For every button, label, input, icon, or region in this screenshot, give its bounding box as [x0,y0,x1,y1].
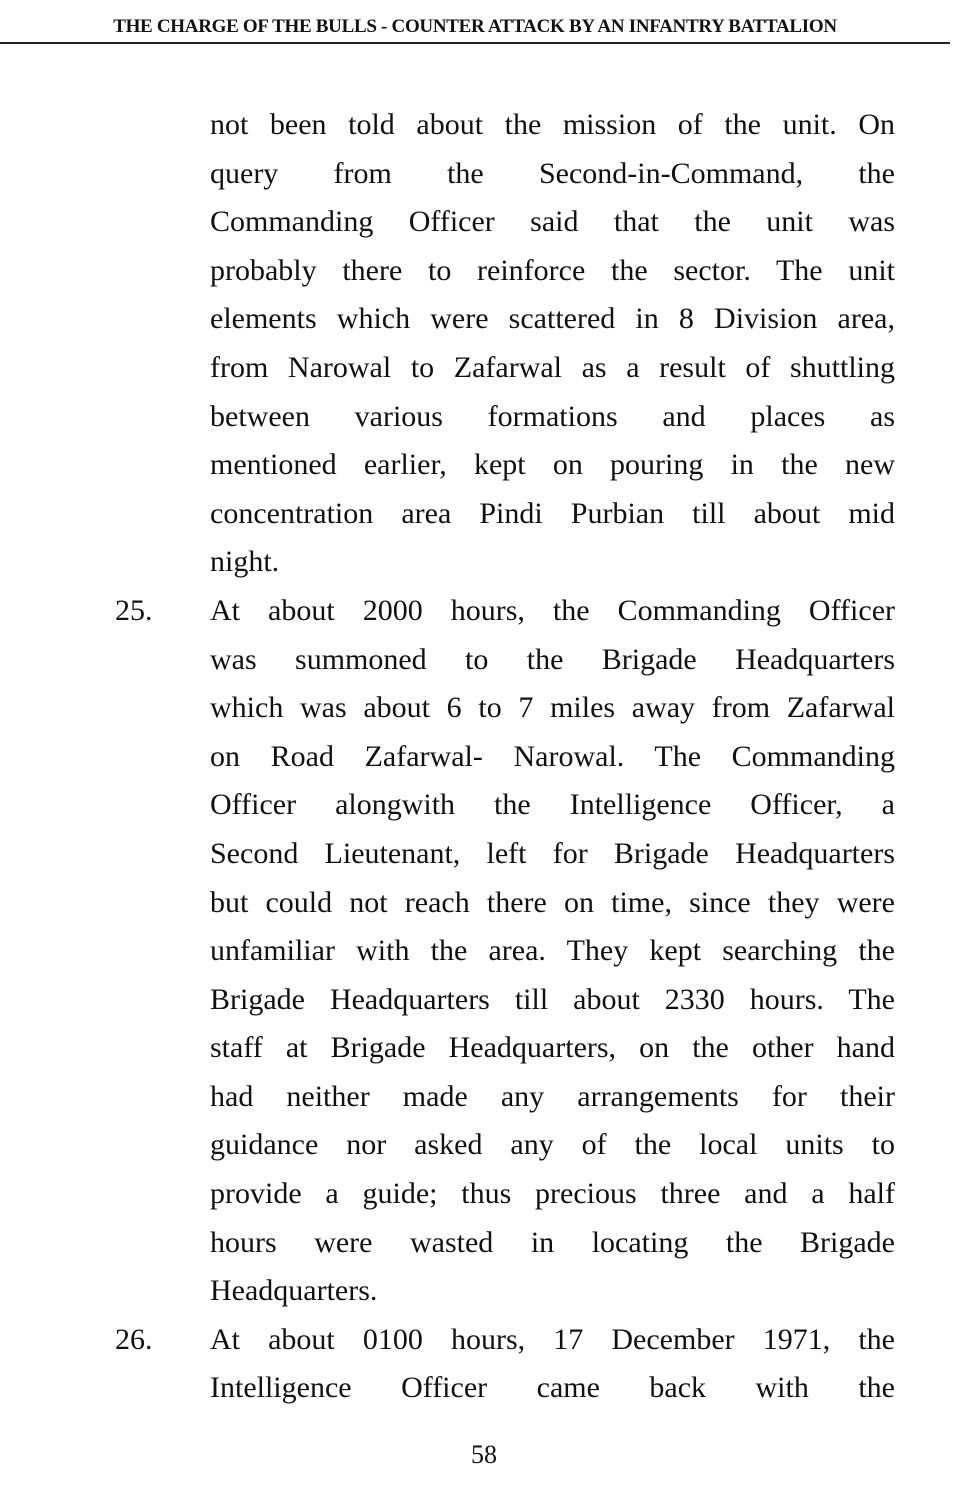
text-line [115,733,895,782]
text-line [115,393,895,442]
line-text: on Road Zafarwal- Narowal. The Commanding [210,739,895,773]
text-line [115,879,895,928]
page-number: 58 [471,1440,497,1469]
text-line [115,1073,895,1122]
line-text: but could not reach there on time, since they were [210,885,895,919]
line-text: from Narowal to Zafarwal as a result of shuttling [210,350,895,384]
line-text: staff at Brigade Headquarters, on the other hand [210,1031,895,1065]
text-line [115,198,895,247]
text-line [115,247,895,296]
line-text: had neither made any arrangements for their [210,1079,895,1113]
text-line [115,344,895,393]
text-line [115,1121,895,1170]
text-line [115,830,895,879]
text-line [115,684,895,733]
text-line [115,927,895,976]
text-line [115,1219,895,1268]
text-line [115,1024,895,1073]
line-text: night. [210,545,280,579]
text-line [115,101,895,150]
line-text: query from the Second-in-Command, the [210,156,895,190]
line-text: elements which were scattered in 8 Division area, [210,302,895,336]
text-line [115,441,895,490]
line-text: was summoned to the Brigade Headquarters [210,642,895,676]
line-text: concentration area Pindi Purbian till about mid [210,496,895,530]
text-line [115,490,895,539]
line-text: Second Lieutenant, left for Brigade Headquarters [210,836,895,870]
line-text: not been told about the mission of the unit. On [210,108,895,141]
text-line [115,781,895,830]
text-line [115,150,895,199]
line-text: hours were wasted in locating the Brigade [210,1225,895,1259]
body-text [115,101,895,1413]
text-line [115,1316,895,1365]
line-text: Intelligence Officer came back with the [210,1371,895,1405]
line-text: Officer alongwith the Intelligence Officer, a [210,788,895,822]
line-text: probably there to reinforce the sector. The unit [210,253,895,287]
line-text: between various formations and places as [210,399,895,433]
line-text: guidance nor asked any of the local units to [210,1128,895,1162]
line-text: At about 2000 hours, the Commanding Officer [210,593,895,627]
text-line [115,1364,895,1413]
line-text: Brigade Headquarters till about 2330 hours. The [210,982,895,1016]
line-text: At about 0100 hours, 17 December 1971, the [210,1322,895,1356]
line-text: mentioned earlier, kept on pouring in the new [210,448,895,482]
text-line [115,538,895,587]
paragraph-number: 26. [115,1322,153,1356]
line-text: unfamiliar with the area. They kept searching the [210,934,895,968]
text-line [115,1267,895,1316]
line-text: Headquarters. [210,1274,378,1308]
text-line [115,636,895,685]
header-rule [0,42,950,44]
text-line [115,976,895,1025]
text-line [115,587,895,636]
text-line [115,1170,895,1219]
paragraph-number: 25. [115,593,153,627]
line-text: provide a guide; thus precious three and a half [210,1177,895,1211]
line-text: which was about 6 to 7 miles away from Zafarwal [210,691,895,725]
running-header: THE CHARGE OF THE BULLS - COUNTER ATTACK BY AN INFANTRY BATTALION [113,16,837,37]
line-text: Commanding Officer said that the unit was [210,205,895,239]
text-line [115,295,895,344]
